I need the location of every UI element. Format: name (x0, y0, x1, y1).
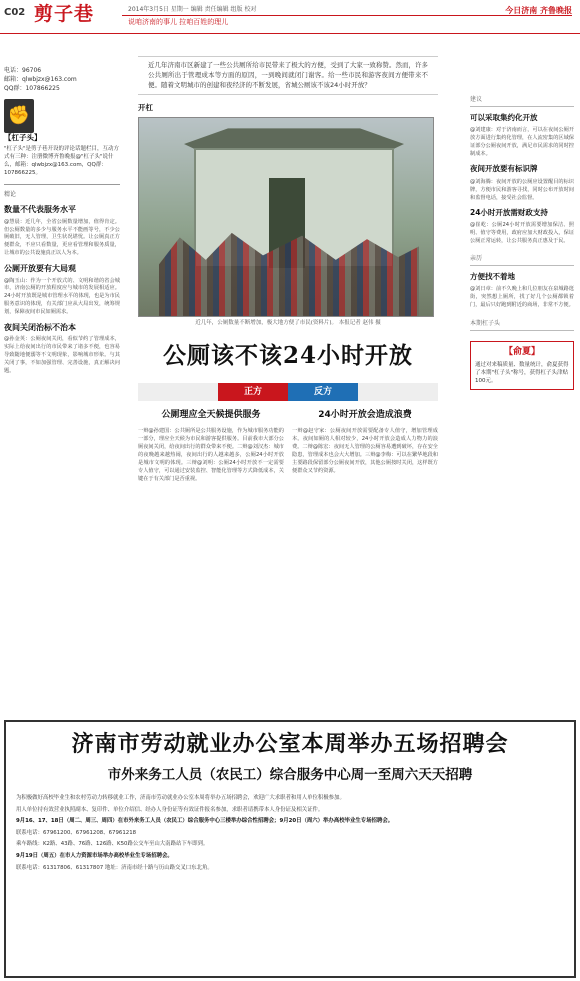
header-meta: 2014年3月5日 星期一 编辑 责任编辑 组版 校对 (128, 6, 257, 13)
section-title: 剪子巷 (34, 3, 95, 25)
article-body: @陶玉山：作为一个开放式的、文明和谐的省会城市，济南公厕的开放程度应与城市的发展相适应。24小时开放既是城市管理水平的体现，也是为市民服务意识的体现，有关部门应从大局出发，统筹规划，保障夜间市民如厕需求。 (4, 277, 120, 315)
contact-qq: QQ群：107866225 (4, 85, 60, 92)
right-column (470, 96, 574, 390)
suggest-body: @刘海腾：夜间开放的公厕应设置醒目的标识牌，方便市民和游客寻找，同时公布开放时间和监督电话，接受社会监督。 (470, 178, 574, 201)
left-column (4, 66, 120, 375)
suggest-body: @崔屹：公厕24小时开放需要增加保洁、照明、值守等费用，政府应加大财政投入，保证公厕正常运转，让公共服务真正惠及于民。 (470, 221, 574, 245)
page-header (0, 0, 580, 34)
ad-line: 9月19日（周五）在市人力资源市场举办高校毕业生专场招聘会。 (16, 853, 173, 860)
debate-columns (138, 409, 438, 484)
divider (4, 184, 120, 185)
pro-label: 正方 (218, 383, 288, 401)
suggest-title: 24小时开放需财政支持 (470, 207, 548, 217)
con-body: 一辩@赵守家：公厕夜间开放需要配备专人值守，增加管理成本。夜间如厕的人相对较少，24小时开放会造成人力物力的浪费。二辩@陈宏：夜间无人管理的公厕容易遭到破坏，存在安全隐患，管理成本也会大大增加。三辩@李梅：可以在繁华地段和主要路段保留部分公厕夜间开放，其他公厕按时关闭，这样既方便群众又节约资源。 (292, 427, 438, 475)
con-label: 反方 (288, 383, 358, 401)
winner-box (470, 341, 574, 391)
job-fair-ad (4, 720, 576, 978)
intro-text: 近几年济南市区新建了一些公共厕所给市民带来了极大的方便，受到了大家一致称赞。然而，许多公共厕所出于管理成本等方面的原因，一到晚间就闭门谢客。给一些市民和游客夜间方便带来不便。随着文明城市的创建和夜经济的不断发展，省城公厕该不该24小时开放？ (138, 56, 438, 95)
ad-line: 联系电话：67961200、67961208、67961218 (16, 829, 137, 836)
ad-line: 乘车路线：K2路、43路、76路、126路、K50路公交车至山大南路站下车即到。 (16, 841, 209, 848)
article-body: @孙金英：公厕夜间关闭，看似节约了管理成本，实际上给夜间出行的市民带来了诸多不便，也容易导致随地便溺等不文明现象，影响城市形象。与其关闭了事，不如加强管理、完善设施，真正解决问题。 (4, 336, 120, 374)
qin-title: 方便找不着地 (470, 272, 515, 282)
headline: 公厕该不该24小时开放 (162, 341, 413, 369)
photo-caption: 近几年，公厕数量不断增加，极大地方便了市民(资料片)。 本报记者 赵伟 摄 (195, 320, 381, 327)
debate-bar (138, 383, 438, 401)
news-photo (138, 117, 434, 317)
weekly-label: 本期杠子头 (470, 320, 574, 331)
article-title: 公厕开放要有大局观 (4, 263, 76, 273)
kaihong-label: 开杠 (138, 103, 153, 113)
ad-body (16, 794, 564, 872)
con-title: 24小时开放会造成浪费 (318, 409, 412, 420)
article-title: 夜间关闭治标不治本 (4, 322, 76, 332)
pro-body: 一辩@孙建国：公共厕所是公共服务设施，作为城市服务功能的一部分，理应全天候为市民和游客提供服务。目前我市大部分公厕夜间关闭，给夜间出行的群众带来不便。二辩@刘汉杰：城市的夜晚越来越热闹，夜间出行的人越来越多，公厕24小时开放是城市文明的体现。三辩@刘明：公厕24小时开放不一定需要专人值守，可以通过安装监控、智能化管理等方式降低成本，关键在于有关部门是否重视。 (138, 427, 284, 483)
suggest-title: 夜间开放要有标识牌 (470, 164, 538, 174)
winner-body: 通过对来稿质量、数量统计，俞夏获得了本期"杠子头"称号，获得杠子头津贴100元。 (475, 361, 569, 385)
contact-email: 邮箱：qlwbjzx@163.com (4, 76, 77, 83)
page-number: C02 (4, 7, 26, 18)
ad-line: 用人单位持有效营业执照副本、复印件、单位介绍信、经办人身份证等有效证件报名参加，求职者请携带本人身份证及相关证件。 (16, 806, 324, 813)
ad-line: 9月16、17、18日（周二、周三、周四）在市外来务工人员（农民工）综合服务中心三楼举办综合性招聘会；9月20日（周六）举办高校毕业生专场招聘会。 (16, 818, 394, 825)
center-column (138, 56, 438, 483)
suggest-title: 可以采取集约化开放 (470, 113, 538, 123)
article-body: @慧晨：近几年，全省公厕数量增加，值得肯定。但公厕数量的多少与服务水平不能画等号，不少公厕破旧，无人管理，卫生状况堪忧。让公厕真正方便群众，不应只看数量，更应看管理和服务质量，让城市的公共设施真正以人为本。 (4, 218, 120, 257)
suggest-label: 建议 (470, 96, 574, 107)
column-name: 【杠子头】 (4, 133, 42, 142)
qin-body: @刘日章：前不久晚上和几位朋友在泉城路逛街，突然想上厕所，找了好几个公厕都锁着门，最后只好跑到附近的商场，非常不方便。 (470, 286, 574, 309)
ad-line: 为积极做好高校毕业生和农村劳动力转移就业工作，济南市劳动就业办公室本周将举办五场招聘会，欢迎广大求职者和用人单位积极参加。 (16, 794, 345, 801)
header-motto: 说咱济南的事儿 拉咱百姓的理儿 (128, 18, 229, 26)
brand-logo: 今日济南 齐鲁晚报 (505, 6, 572, 15)
con-column (292, 409, 438, 484)
winner-name: 【俞夏】 (503, 346, 540, 357)
column-note: "杠子头"是剪子巷开设的评论话题栏目，互动方式有三种：注册微博齐鲁晚报@"杠子头"说什么，邮箱：qlwbjzx@163.com，QQ群：107866225。 (4, 146, 120, 177)
article-title: 数量不代表服务水平 (4, 205, 76, 215)
qin-label: 亲历 (470, 255, 574, 266)
ad-subtitle: 市外来务工人员（农民工）综合服务中心周一至周六天天招聘 (107, 766, 473, 783)
digest-label: 精论 (4, 191, 17, 198)
ad-line: 联系电话：61317806、61317807 地址：济南市经十路与历山路交叉口东北角。 (16, 864, 213, 871)
pro-title: 公厕理应全天候提供服务 (161, 409, 261, 420)
contact-phone: 电话：96706 (4, 67, 42, 74)
column-logo-icon: ✊ (4, 99, 34, 133)
suggest-body: @刘建康：对于济南而言，可以在夜间公厕开放方面进行集约化管理，在人流密集的区域保证部分公厕夜间开放，满足市民需求的同时控制成本。 (470, 127, 574, 158)
ad-title: 济南市劳动就业办公室本周举办五场招聘会 (71, 731, 509, 757)
pro-column (138, 409, 284, 484)
